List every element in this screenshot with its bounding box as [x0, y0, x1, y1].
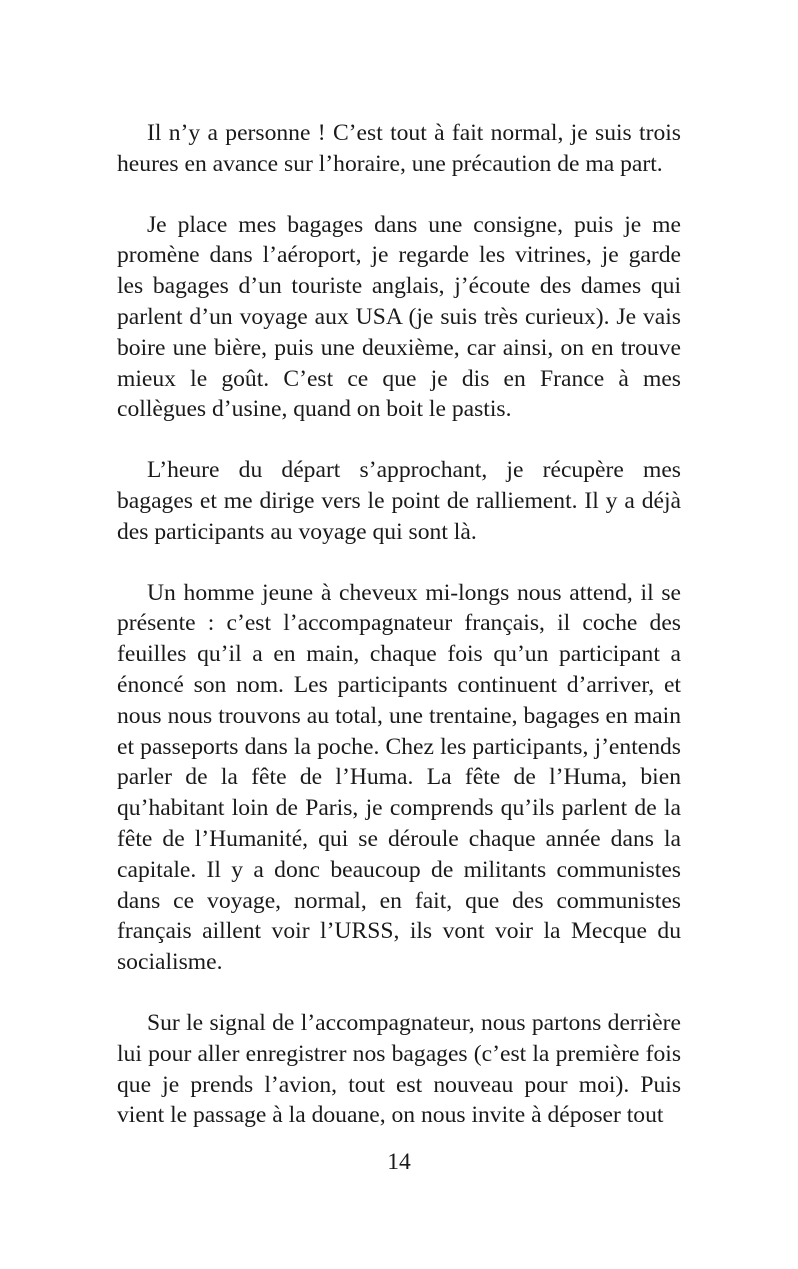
paragraph-4: Un homme jeune à cheveux mi-longs nous attend, il se présente : c’est l’accompagnateur français, il coche des feuilles qu’il a en main, chaque fois qu’un participant a énoncé son nom. Les participants continuent d’arriver, et nous nous trouvons au total, une trentaine, bagages en main et passeports dans la poche. Chez les participants, j’entends parler de la fête de l’Huma. La fête de l’Huma, bien qu’habitant loin de Paris, je comprends qu’ils parlent de la fête de l’Humanité, qui se déroule chaque année dans la capitale. Il y a donc beaucoup de militants communistes dans ce voyage, normal, en fait, que des communistes français aillent voir l’URSS, ils vont voir la Mecque du socialisme.: [117, 579, 681, 976]
page-number: 14: [387, 1149, 411, 1175]
paragraph-5: Sur le signal de l’accompagnateur, nous partons derrière lui pour aller enregistrer nos bagages (c’est la première fois que je prends l’avion, tout est nouveau pour moi). Puis vient le passage à la douane, on nous invite à déposer tout: [117, 1009, 681, 1129]
paragraph-1: Il n’y a personne ! C’est tout à fait normal, je suis trois heures en avance sur l’horaire, une précaution de ma part.: [117, 120, 681, 177]
paragraph-3: L’heure du départ s’approchant, je récupère mes bagages et me dirige vers le point de ralliement. Il y a déjà des participants au voyage qui sont là.: [117, 457, 681, 545]
page-body: [117, 118, 681, 1161]
paragraph-2: Je place mes bagages dans une consigne, puis je me promène dans l’aéroport, je regarde les vitrines, je garde les bagages d’un touriste anglais, j’écoute des dames qui parlent d’un voyage aux USA (je suis très curieux). Je vais boire une bière, puis une deuxième, car ainsi, on en trouve mieux le goût. C’est ce que je dis en France à mes collègues d’usine, quand on boit le pastis.: [117, 211, 681, 423]
